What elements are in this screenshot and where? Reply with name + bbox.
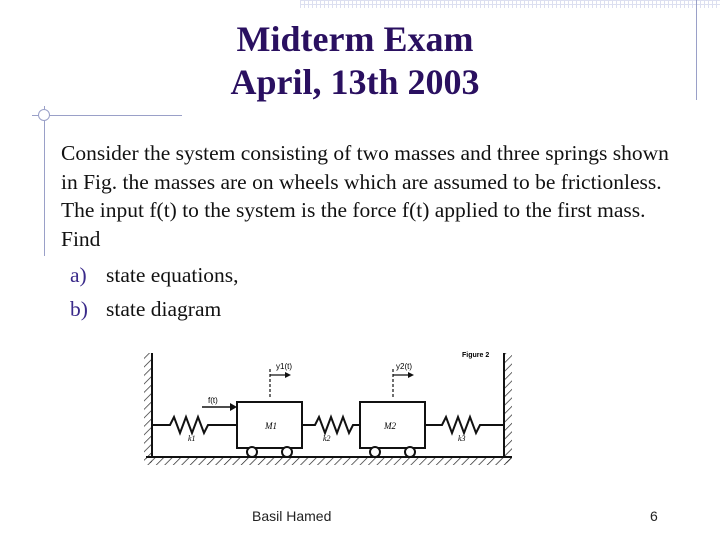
k3-label: k3 bbox=[458, 434, 466, 443]
header-grid-decoration bbox=[300, 0, 720, 8]
footer-author: Basil Hamed bbox=[252, 508, 332, 524]
list-item-text: state diagram bbox=[106, 297, 222, 321]
y1-arrow bbox=[285, 372, 291, 378]
spring-k1 bbox=[152, 417, 237, 433]
list-item bbox=[70, 292, 239, 326]
floor bbox=[146, 457, 512, 465]
list-marker: b) bbox=[70, 297, 88, 321]
figure-caption: Figure 2 bbox=[462, 352, 490, 359]
wheel bbox=[247, 447, 257, 457]
decor-circle bbox=[38, 109, 50, 121]
title-line-1: Midterm Exam bbox=[236, 19, 474, 59]
decor-horizontal-line bbox=[32, 115, 182, 116]
k2-label: k2 bbox=[323, 434, 331, 443]
wheel bbox=[370, 447, 380, 457]
wheel bbox=[282, 447, 292, 457]
title-line-2: April, 13th 2003 bbox=[230, 62, 480, 102]
mass2-label: M2 bbox=[384, 421, 396, 431]
list-marker: a) bbox=[70, 263, 87, 287]
y1-label: y1(t) bbox=[276, 362, 292, 371]
slide-title bbox=[0, 18, 710, 104]
problem-statement: Consider the system consisting of two masses and three springs shown in Fig. the masses are on wheels which are assumed to be frictionless. The input f(t) to the system is the force f(t) applied to the first mass. Find bbox=[61, 141, 669, 251]
right-wall bbox=[504, 353, 512, 463]
footer-page-number: 6 bbox=[650, 508, 658, 524]
wheel bbox=[405, 447, 415, 457]
force-label: f(t) bbox=[208, 396, 218, 405]
decor-left-line bbox=[44, 106, 45, 256]
two-mass-spring-figure bbox=[140, 345, 516, 470]
list-item-text: state equations, bbox=[106, 263, 239, 287]
spring-k2 bbox=[302, 417, 360, 433]
y2-arrow bbox=[408, 372, 414, 378]
question-list bbox=[70, 258, 239, 326]
k1-label: k1 bbox=[188, 434, 196, 443]
spring-k3 bbox=[425, 417, 504, 433]
mass1-label: M1 bbox=[265, 421, 277, 431]
y2-label: y2(t) bbox=[396, 362, 412, 371]
list-item bbox=[70, 258, 239, 292]
left-wall bbox=[144, 353, 152, 463]
